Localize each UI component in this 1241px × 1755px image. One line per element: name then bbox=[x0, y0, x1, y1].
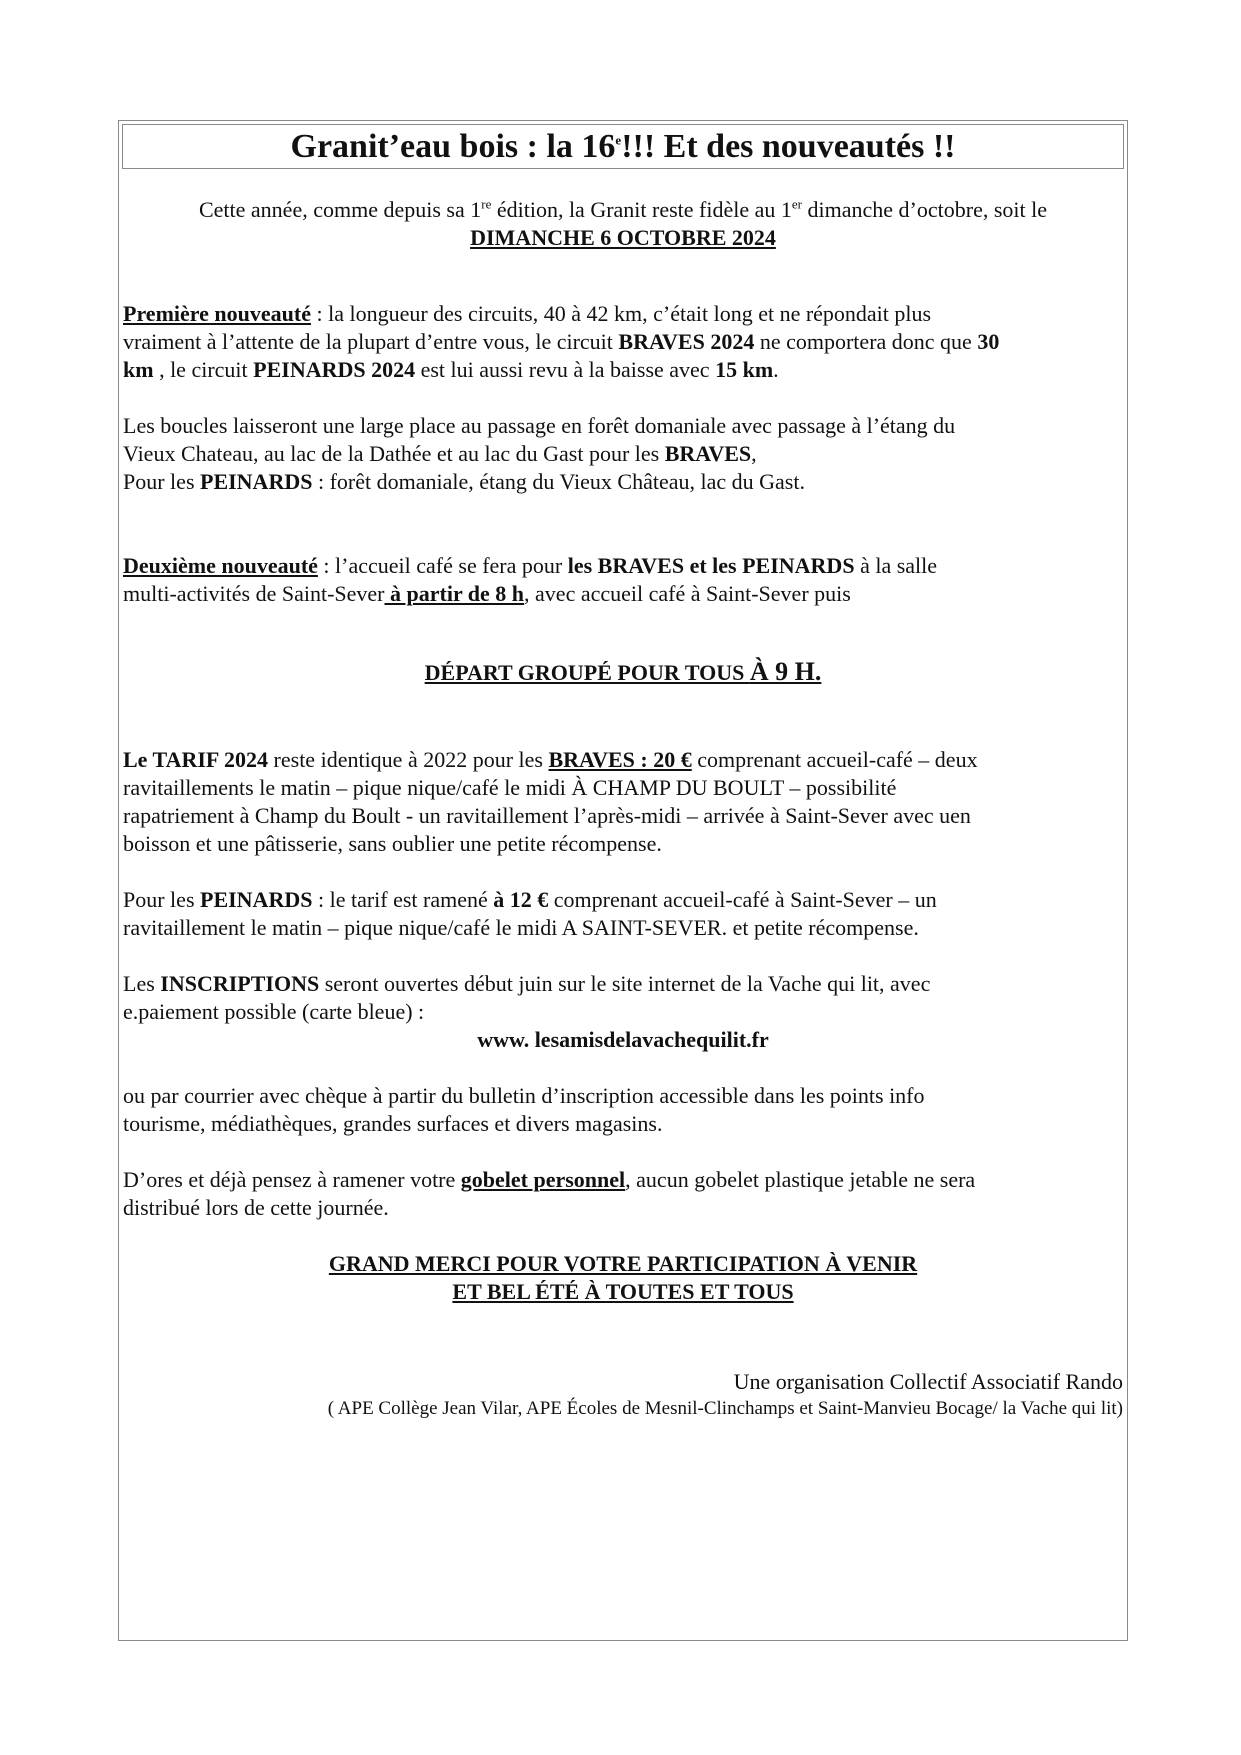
start-time: à partir de 8 h bbox=[384, 581, 525, 606]
text: comprenant accueil-café à Saint-Sever – un bbox=[548, 887, 937, 912]
text: vraiment à l’attente de la plupart d’entre vous, le circuit bbox=[123, 329, 619, 354]
first-news-line-3 bbox=[123, 355, 1123, 384]
groups-label: les BRAVES et les PEINARDS bbox=[567, 553, 855, 578]
inscriptions-line-2: e.paiement possible (carte bleue) : bbox=[123, 999, 425, 1024]
text: ne comportera donc que bbox=[754, 329, 978, 354]
text: , bbox=[751, 441, 757, 466]
first-news-label: Première nouveauté bbox=[123, 301, 311, 326]
title-text: Granit’eau bois : la 16 bbox=[290, 128, 616, 165]
cup-line-2: distribué lors de cette journée. bbox=[123, 1195, 389, 1220]
peinards-label: PEINARDS bbox=[200, 469, 313, 494]
tarif-line-1 bbox=[123, 745, 1123, 774]
braves-label: BRAVES 2024 bbox=[618, 329, 755, 354]
loops-line-2 bbox=[123, 439, 1123, 468]
text: multi-activités de Saint-Sever bbox=[123, 581, 385, 606]
peinards-tarif-line-1 bbox=[123, 885, 1123, 914]
group-departure bbox=[123, 657, 1123, 687]
intro-text: édition, la Granit reste fidèle au 1 bbox=[491, 197, 792, 222]
departure-text: DÉPART GROUPÉ POUR TOUS bbox=[424, 660, 750, 685]
mail-line-1: ou par courrier avec chèque à partir du bulletin d’inscription accessible dans les points info bbox=[123, 1083, 925, 1108]
text: , avec accueil café à Saint-Sever puis bbox=[524, 581, 851, 606]
text: , le circuit bbox=[153, 357, 254, 382]
page-title bbox=[122, 124, 1124, 169]
peinards-tarif-line-2: ravitaillement le matin – pique nique/café le midi A SAINT-SEVER. et petite récompense. bbox=[123, 915, 919, 940]
intro-sup: er bbox=[791, 196, 803, 212]
thanks-line-1: GRAND MERCI POUR VOTRE PARTICIPATION À VENIR bbox=[328, 1251, 918, 1276]
text: reste identique à 2022 pour les bbox=[268, 747, 549, 772]
intro-sup: re bbox=[481, 196, 492, 212]
inscriptions-line-1 bbox=[123, 969, 1123, 998]
first-news-line-2 bbox=[123, 327, 1123, 356]
document-frame bbox=[118, 120, 1128, 1641]
text: D’ores et déjà pensez à ramener votre bbox=[123, 1167, 461, 1192]
event-date: DIMANCHE 6 OCTOBRE 2024 bbox=[470, 225, 776, 250]
peinards-label: PEINARDS bbox=[200, 887, 313, 912]
text: Les bbox=[123, 971, 161, 996]
distance-value: 30 bbox=[977, 329, 1000, 354]
loops-line-1: Les boucles laisseront une large place au passage en forêt domaniale avec passage à l’étang du bbox=[123, 413, 956, 438]
braves-price: BRAVES : 20 € bbox=[548, 747, 692, 772]
signature-line-1: Une organisation Collectif Associatif Rando bbox=[733, 1369, 1123, 1394]
text: : le tarif est ramené bbox=[312, 887, 494, 912]
first-news-line-1 bbox=[123, 299, 1123, 328]
text: à la salle bbox=[854, 553, 938, 578]
distance-unit: km bbox=[123, 357, 154, 382]
distance-value: 15 km bbox=[715, 357, 774, 382]
website-url: www. lesamisdelavachequilit.fr bbox=[477, 1027, 769, 1052]
loops-line-3 bbox=[123, 467, 1123, 496]
text: : l’accueil café se fera pour bbox=[317, 553, 568, 578]
signature-line-2: ( APE Collège Jean Vilar, APE Écoles de Mesnil-Clinchamps et Saint-Manvieu Bocage/ la Vache qui lit) bbox=[327, 1398, 1123, 1419]
text: est lui aussi revu à la baisse avec bbox=[415, 357, 716, 382]
text: Pour les bbox=[123, 469, 200, 494]
second-news-line-1 bbox=[123, 551, 1123, 580]
intro-text: dimanche d’octobre, soit le bbox=[802, 197, 1047, 222]
thanks-line-2: ET BEL ÉTÉ À TOUTES ET TOUS bbox=[452, 1279, 794, 1304]
text: , aucun gobelet plastique jetable ne sera bbox=[625, 1167, 976, 1192]
tarif-line-4: boisson et une pâtisserie, sans oublier une petite récompense. bbox=[123, 831, 662, 856]
departure-time: À 9 H. bbox=[749, 657, 822, 686]
title-sup: e bbox=[615, 132, 622, 148]
braves-label: BRAVES bbox=[664, 441, 752, 466]
intro-text: Cette année, comme depuis sa 1 bbox=[198, 197, 482, 222]
tarif-line-2: ravitaillements le matin – pique nique/café le midi À CHAMP DU BOULT – possibilité bbox=[123, 775, 897, 800]
text: : forêt domaniale, étang du Vieux Château, lac du Gast. bbox=[312, 469, 805, 494]
text: seront ouvertes début juin sur le site internet de la Vache qui lit, avec bbox=[319, 971, 931, 996]
peinards-price: à 12 € bbox=[493, 887, 549, 912]
inscriptions-label: INSCRIPTIONS bbox=[160, 971, 320, 996]
second-news-line-2 bbox=[123, 579, 1123, 608]
personal-cup-label: gobelet personnel bbox=[460, 1167, 626, 1192]
second-news-label: Deuxième nouveauté bbox=[123, 553, 318, 578]
cup-line-1 bbox=[123, 1165, 1123, 1194]
text: Pour les bbox=[123, 887, 200, 912]
peinards-label: PEINARDS 2024 bbox=[253, 357, 416, 382]
text: : la longueur des circuits, 40 à 42 km, c’était long et ne répondait plus bbox=[310, 301, 932, 326]
title-text-end: !!! Et des nouveautés !! bbox=[621, 128, 956, 165]
mail-line-2: tourisme, médiathèques, grandes surfaces et divers magasins. bbox=[123, 1111, 663, 1136]
tarif-label: Le TARIF 2024 bbox=[123, 747, 269, 772]
text: Vieux Chateau, au lac de la Dathée et au lac du Gast pour les bbox=[123, 441, 665, 466]
text: . bbox=[773, 357, 779, 382]
tarif-line-3: rapatriement à Champ du Boult - un ravitaillement l’après-midi – arrivée à Saint-Sever avec uen bbox=[123, 803, 971, 828]
text: comprenant accueil-café – deux bbox=[691, 747, 978, 772]
intro-line bbox=[123, 195, 1123, 224]
